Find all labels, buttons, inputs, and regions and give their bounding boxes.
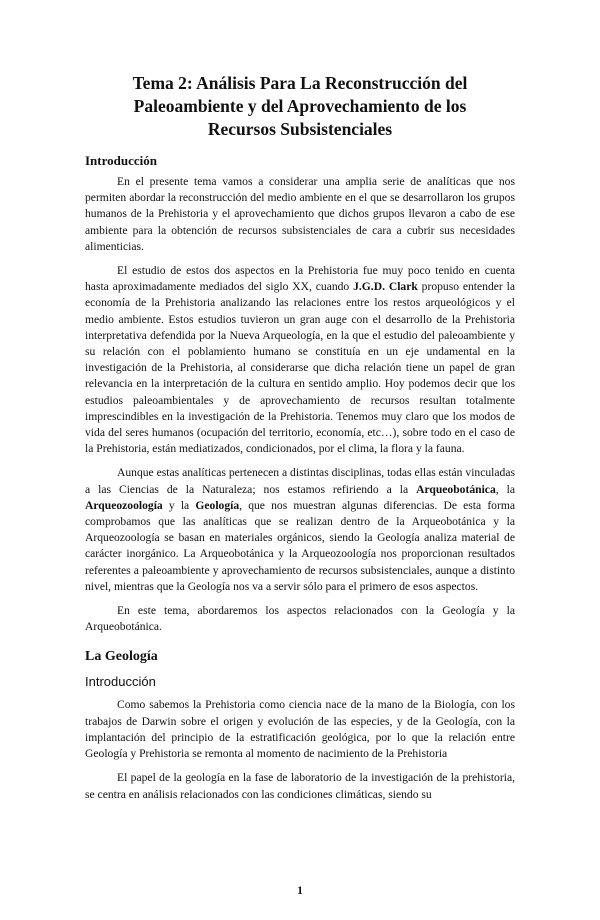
intro-paragraph-1: En el presente tema vamos a considerar una amplia serie de analíticas que nos permiten abordar la reconstrucción del medio ambiente en el que se desarrollaron los grupos humanos de la Prehistoria y el aprovechamiento que dichos grupos llevaron a cabo de ese ambiente para la obtención de recursos subsistenciales de cara a cubrir sus necesidades alimenticias. bbox=[85, 175, 515, 253]
section-heading-geologia: La Geología bbox=[85, 649, 158, 665]
page-number: 1 bbox=[297, 884, 303, 897]
intro-p3-text-c: , la bbox=[495, 482, 515, 496]
term-arqueozoologia: Arqueozoología bbox=[85, 498, 163, 512]
term-geologia: Geología bbox=[195, 498, 240, 512]
intro-paragraph-4: En este tema, abordaremos los aspectos relacionados con la Geología y la Arqueobotánica. bbox=[85, 604, 515, 634]
intro-paragraph-3 bbox=[85, 465, 515, 595]
document-page bbox=[0, 72, 600, 920]
subheading-introduccion: Introducción bbox=[85, 674, 156, 690]
title-line-3: Recursos Subsistenciales bbox=[207, 119, 393, 139]
geologia-paragraph-2: El papel de la geología en la fase de laboratorio de la investigación de la prehistoria, se centra en análisis relacionados con las condiciones climáticas, siendo su bbox=[85, 771, 515, 801]
intro-p2-text-c: propuso entender la economía de la Prehistoria analizando las relaciones entre los restos arqueológicos y el medio ambiente. Estos estudios tuvieron un gran auge con el desarrollo de la Prehistoria interpretativa defendida por la Nueva Arqueología, en la que el estudio del paleoambiente y su relación con el poblamiento humano se constituía en un eje undamental en la investigación de la Prehistoria, al considerarse que dicha relación tiene un papel de gran relevancia en la interpretación de la cultura en sentido amplio. Hoy podemos decir que los estudios paleoambientales y de aprovechamiento de recursos resultan totalmente imprescindibles en la investigación de la Prehistoria. Tenemos muy claro que los modos de vida del seres humanos (ocupación del territorio, economía, etc…), sobre todo en el caso de la Prehistoria, están mediatizados, condicionados, por el clima, la flora y la fauna. bbox=[85, 280, 515, 456]
intro-p3-text-g: , que nos muestran algunas diferencias. De esta forma comprobamos que las analíticas que se realizan dentro de la Arqueobotánica y la Arqueozoología se basan en materiales orgánicos, siendo la Geología analiza material de carácter inorgánico. La Arqueobotánica y la Arqueozoología nos proporcionan resultados referentes a paleoambiente y aprovechamiento de recursos subsistenciales, aunque a distinto nivel, mientras que la Geología nos va a servir sólo para el primero de esos aspectos. bbox=[85, 498, 515, 593]
document-title bbox=[85, 72, 515, 141]
section-heading-introduccion: Introducción bbox=[85, 153, 157, 168]
intro-p3-text-e: y la bbox=[162, 498, 196, 512]
title-line-2: Paleoambiente y del Aprovechamiento de los bbox=[133, 96, 467, 116]
intro-p3-text-a: Aunque estas analíticas pertenecen a distintas disciplinas, todas ellas están vinculadas a las Ciencias de la Naturaleza; nos estamos refiriendo a la bbox=[85, 466, 515, 496]
geologia-paragraph-1: Como sabemos la Prehistoria como ciencia nace de la mano de la Biología, con los trabajos de Darwin sobre el origen y evolución de las especies, y de la Geología, con la implantación del principio de la estratificación geológica, por lo que la relación entre Geología y Prehistoria se remonta al momento de nacimiento de la Prehistoria bbox=[85, 698, 515, 761]
author-clark: J.G.D. Clark bbox=[353, 280, 418, 294]
intro-paragraph-2 bbox=[85, 263, 515, 457]
title-line-1: Tema 2: Análisis Para La Reconstrucción del bbox=[132, 73, 468, 93]
intro-p2-text-a: El estudio de estos dos aspectos en la Prehistoria fue muy poco tenido en cuenta hasta aproximadamente mediados del siglo XX, cuando bbox=[85, 264, 515, 294]
term-arqueobotanica: Arqueobotánica bbox=[416, 482, 496, 496]
